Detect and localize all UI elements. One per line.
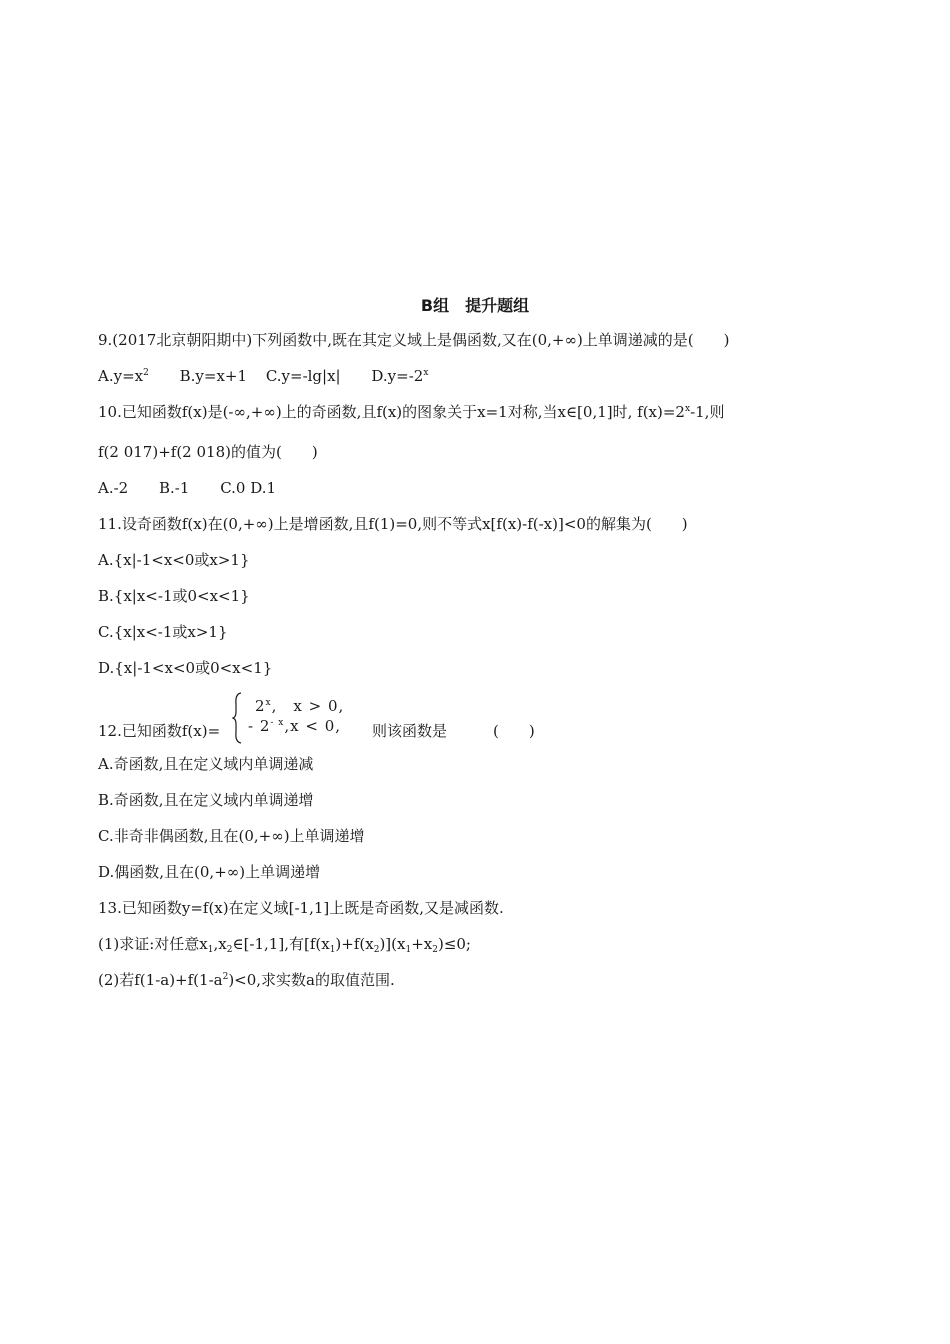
question-10-line-1: 10.已知函数f(x)是(-∞,+∞)上的奇函数,且f(x)的图象关于x=1对称,当x∈[0,1]时, $f(x)=2^x-1$,则: [98, 403, 725, 421]
q10-option-a: A.-2: [98, 479, 129, 497]
q10-option-b: B.-1: [159, 479, 190, 497]
q11-option-b: B.{x|x<-1或0<x<1}: [98, 587, 250, 605]
q9-option-c: C.y=-lg|x|: [265, 367, 341, 385]
question-13-part-1: (1)求证:对任意$x_1,x_2\in[-1,1]$,有$[f(x_1)+f(x_2)](x_1+x_2)\le 0$;: [98, 935, 471, 955]
q12-option-c: C.非奇非偶函数,且在(0,+∞)上单调递增: [98, 827, 365, 845]
q11-option-c: C.{x|x<-1或x>1}: [98, 623, 228, 641]
question-12-after: 则该函数是: [372, 722, 448, 740]
question-10-line-2: f(2 017)+f(2 018)的值为( ): [98, 443, 318, 461]
q9-option-a: $A.y=x^2$: [98, 367, 149, 385]
question-9-text: 9.(2017北京朝阳期中)下列函数中,既在其定义域上是偶函数,又在(0,+∞)上单调递减的是(: [98, 331, 694, 349]
question-13-part-2: (2)若$f(1-a)+f(1-a^2)<0$,求实数a的取值范围.: [98, 971, 395, 989]
question-13-stem: 13.已知函数y=f(x)在定义域[-1,1]上既是奇函数,又是减函数.: [98, 899, 504, 917]
piecewise-case-1: 2$^x$, x > 0,: [255, 697, 345, 715]
q9-option-d: $D.y=-2^x$: [371, 367, 429, 385]
question-9-close: ): [723, 331, 730, 349]
q11-option-a: A.{x|-1<x<0或x>1}: [98, 551, 250, 569]
q12-option-a: A.奇函数,且在定义域内单调递减: [98, 755, 314, 773]
question-12-label: 12.已知函数f(x)=: [98, 722, 221, 740]
piecewise-case-2: - $2^{- x},x < 0$,: [248, 717, 342, 735]
q10-option-cd: C.0 D.1: [220, 479, 277, 497]
q9-option-b: B.y=x+1: [179, 367, 248, 385]
q12-option-b: B.奇函数,且在定义域内单调递增: [98, 791, 314, 809]
question-10-options: [98, 478, 276, 498]
question-11-stem: 11.设奇函数f(x)在(0,+∞)上是增函数,且f(1)=0,则不等式x[f(x)-f(-x)]<0的解集为( ): [98, 515, 688, 533]
question-9-options: [98, 366, 428, 386]
question-12-blank: ( ): [493, 722, 535, 740]
q12-option-d: D.偶函数,且在(0,+∞)上单调递增: [98, 863, 321, 881]
piecewise-brace: [232, 692, 242, 744]
question-9-stem: [98, 330, 730, 350]
q11-option-d: D.{x|-1<x<0或0<x<1}: [98, 659, 273, 677]
section-title: B组 提升题组: [420, 296, 530, 315]
